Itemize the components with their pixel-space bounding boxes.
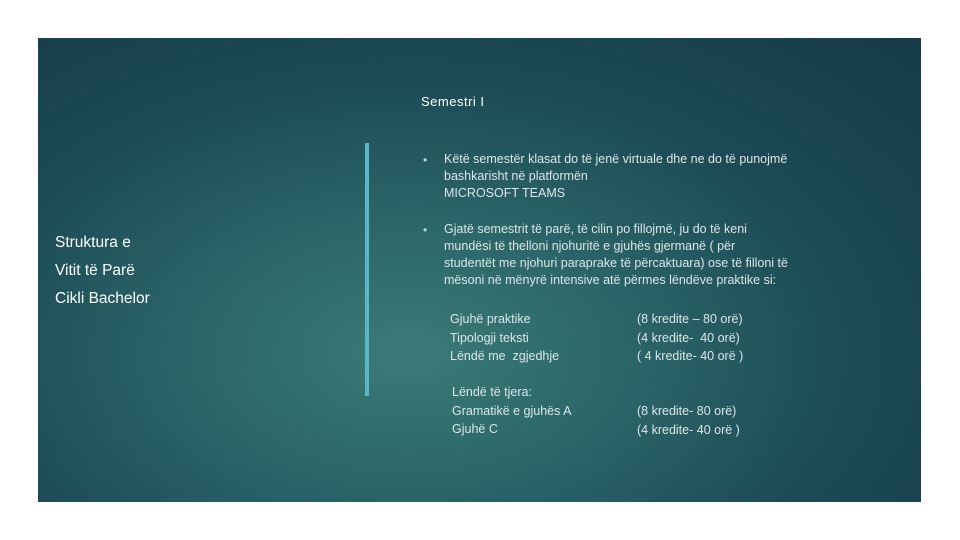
section-title [55,232,150,316]
course-name: Gjuhë praktike [450,312,531,326]
paragraph-line: bashkarisht në platformën [444,169,588,183]
course-credits: (8 kredite – 80 orë) [637,312,743,326]
course-credits: ( 4 kredite- 40 orë ) [637,349,744,363]
accent-divider [365,143,369,396]
section-title-line-3: Cikli Bachelor [55,290,150,307]
paragraph-line: mundësi të thelloni njohuritë e gjuhës gjermanë ( për [444,239,736,253]
other-subjects-names [452,383,572,439]
course-name: Gramatikë e gjuhës A [452,403,572,418]
paragraph-line: Gjatë semestrit të parë, të cilin po fillojmë, ju do të keni [444,222,747,236]
practical-course-credits [637,310,743,366]
section-title-line-2: Vitit të Parë [55,262,135,279]
bullet-paragraph-2 [444,221,788,289]
course-name: Lëndë me zgjedhje [450,349,560,363]
section-title-line-1: Struktura e [55,234,131,251]
bullet-icon: • [423,223,428,237]
paragraph-line: MICROSOFT TEAMS [444,186,566,200]
other-subjects-heading: Lëndë të tjera: [452,385,532,399]
paragraph-line: Këtë semestër klasat do të jenë virtuale dhe ne do të punojmë [444,152,788,166]
course-name: Gjuhë C [452,422,498,436]
bullet-icon: • [423,153,428,167]
practical-course-names [450,310,559,366]
semester-heading: Semestri I [421,94,485,109]
bullet-paragraph-1 [444,151,787,202]
course-credits: (4 kredite- 40 orë ) [637,422,740,437]
course-credits: (8 kredite- 80 orë) [637,404,737,418]
other-subjects-credits [637,402,740,439]
slide [38,38,921,502]
course-credits: (4 kredite- 40 orë) [637,330,740,345]
course-name: Tipologji teksti [450,330,529,345]
paragraph-line: mësoni në mënyrë intensive atë përmes lëndëve praktike si: [444,273,777,287]
paragraph-line: studentët me njohuri paraprake të përcaktuara) ose të filloni të [444,256,788,270]
